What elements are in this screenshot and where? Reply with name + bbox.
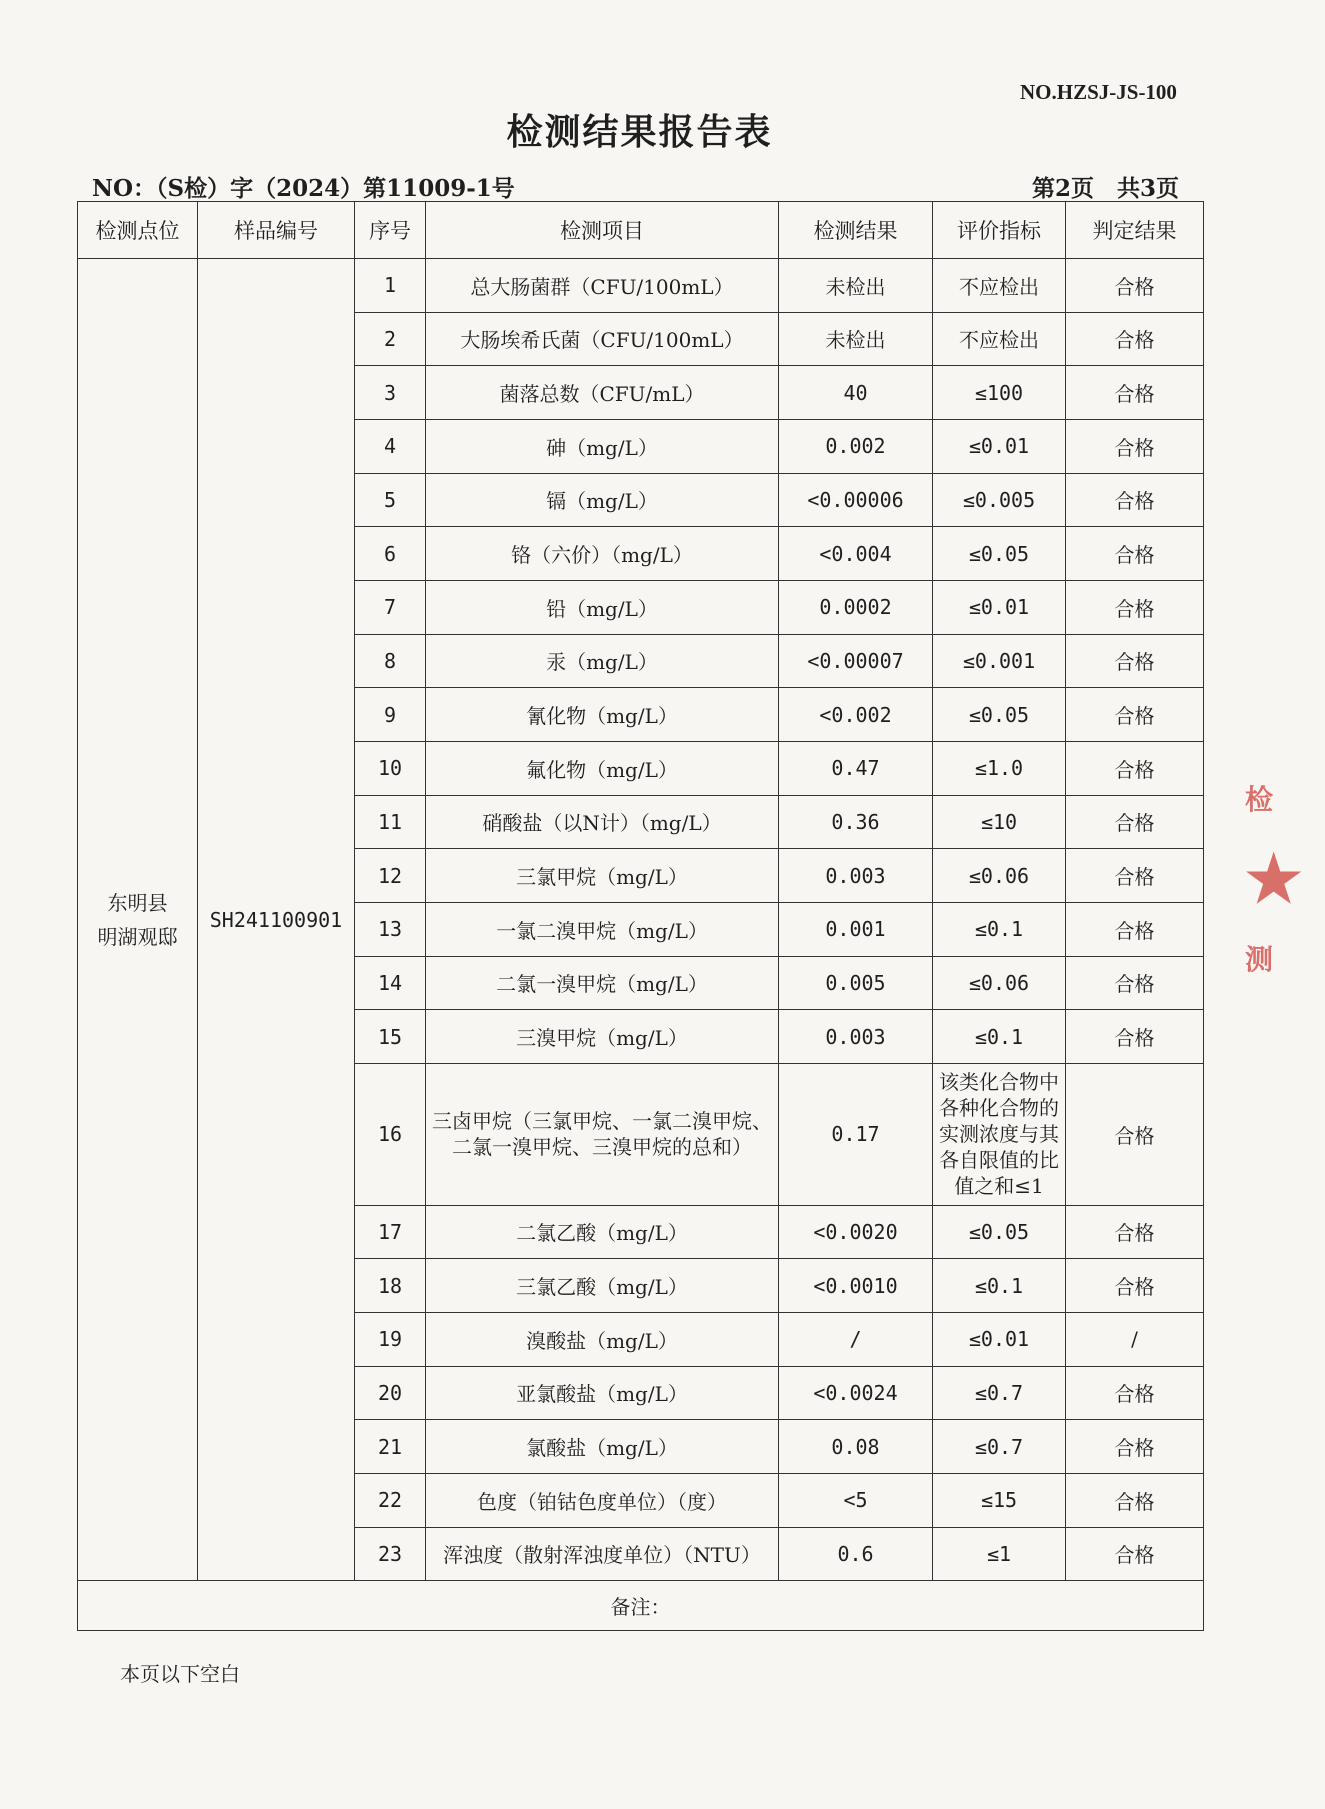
test-result: <0.002 [779, 688, 933, 742]
test-result: <0.0020 [779, 1205, 933, 1259]
verdict: 合格 [1066, 580, 1204, 634]
test-item: 三卤甲烷（三氯甲烷、一氯二溴甲烷、二氯一溴甲烷、三溴甲烷的总和） [426, 1063, 779, 1205]
standard-limit: ≤0.7 [933, 1366, 1066, 1420]
standard-limit: ≤0.1 [933, 1259, 1066, 1313]
verdict: 合格 [1066, 795, 1204, 849]
standard-limit: ≤0.1 [933, 902, 1066, 956]
standard-limit: ≤0.05 [933, 527, 1066, 581]
row-number: 1 [355, 259, 426, 313]
test-item: 三氯甲烷（mg/L） [426, 849, 779, 903]
row-number: 4 [355, 419, 426, 473]
test-item: 亚氯酸盐（mg/L） [426, 1366, 779, 1420]
report-number: NO：（S检）字（2024）第11009-1号 [92, 175, 515, 202]
row-number: 8 [355, 634, 426, 688]
verdict: 合格 [1066, 741, 1204, 795]
row-number: 3 [355, 366, 426, 420]
verdict: 合格 [1066, 1527, 1204, 1581]
standard-limit: ≤1 [933, 1527, 1066, 1581]
test-item: 铬（六价）（mg/L） [426, 527, 779, 581]
test-result: 0.003 [779, 1010, 933, 1064]
test-item: 氰化物（mg/L） [426, 688, 779, 742]
verdict: 合格 [1066, 1010, 1204, 1064]
row-number: 10 [355, 741, 426, 795]
standard-limit: ≤0.7 [933, 1420, 1066, 1474]
verdict: 合格 [1066, 366, 1204, 420]
verdict: 合格 [1066, 312, 1204, 366]
test-result: 0.47 [779, 741, 933, 795]
footer-note: 本页以下空白 [120, 1662, 240, 1686]
row-number: 14 [355, 956, 426, 1010]
test-item: 一氯二溴甲烷（mg/L） [426, 902, 779, 956]
standard-limit: ≤0.001 [933, 634, 1066, 688]
verdict: 合格 [1066, 688, 1204, 742]
verdict: 合格 [1066, 1205, 1204, 1259]
row-number: 13 [355, 902, 426, 956]
verdict: 合格 [1066, 956, 1204, 1010]
test-result: <0.00006 [779, 473, 933, 527]
standard-limit: ≤0.01 [933, 580, 1066, 634]
row-number: 9 [355, 688, 426, 742]
red-seal-stamp: 检 ★ 测 [1245, 783, 1303, 976]
test-item: 三溴甲烷（mg/L） [426, 1010, 779, 1064]
col-header-result: 检测结果 [779, 202, 933, 259]
standard-limit: 不应检出 [933, 259, 1066, 313]
test-item: 大肠埃希氏菌（CFU/100mL） [426, 312, 779, 366]
sample-id-cell: SH241100901 [198, 259, 355, 1581]
test-result: 0.6 [779, 1527, 933, 1581]
test-item: 镉（mg/L） [426, 473, 779, 527]
test-result: 40 [779, 366, 933, 420]
standard-limit: ≤0.06 [933, 849, 1066, 903]
row-number: 6 [355, 527, 426, 581]
page-title: 检测结果报告表 [506, 111, 773, 153]
row-number: 5 [355, 473, 426, 527]
verdict: 合格 [1066, 902, 1204, 956]
standard-limit: ≤0.05 [933, 1205, 1066, 1259]
col-header-standard: 评价指标 [933, 202, 1066, 259]
page-indicator: 第2页 共3页 [1031, 175, 1179, 202]
verdict: 合格 [1066, 1259, 1204, 1313]
verdict: 合格 [1066, 1473, 1204, 1527]
test-result: 未检出 [779, 312, 933, 366]
test-item: 二氯乙酸（mg/L） [426, 1205, 779, 1259]
test-item: 色度（铂钴色度单位）（度） [426, 1473, 779, 1527]
test-item: 三氯乙酸（mg/L） [426, 1259, 779, 1313]
test-result: 0.003 [779, 849, 933, 903]
row-number: 12 [355, 849, 426, 903]
standard-limit: ≤15 [933, 1473, 1066, 1527]
test-item: 硝酸盐（以N计）（mg/L） [426, 795, 779, 849]
row-number: 23 [355, 1527, 426, 1581]
test-item: 总大肠菌群（CFU/100mL） [426, 259, 779, 313]
test-result: 0.001 [779, 902, 933, 956]
row-number: 22 [355, 1473, 426, 1527]
row-number: 20 [355, 1366, 426, 1420]
test-item: 氯酸盐（mg/L） [426, 1420, 779, 1474]
row-number: 11 [355, 795, 426, 849]
standard-limit: ≤0.06 [933, 956, 1066, 1010]
row-number: 7 [355, 580, 426, 634]
verdict: / [1066, 1312, 1204, 1366]
col-header-verdict: 判定结果 [1066, 202, 1204, 259]
verdict: 合格 [1066, 1366, 1204, 1420]
verdict: 合格 [1066, 259, 1204, 313]
verdict: 合格 [1066, 473, 1204, 527]
standard-limit: ≤0.1 [933, 1010, 1066, 1064]
test-item: 氟化物（mg/L） [426, 741, 779, 795]
test-result: 0.005 [779, 956, 933, 1010]
verdict: 合格 [1066, 1063, 1204, 1205]
test-result: <0.004 [779, 527, 933, 581]
test-item: 浑浊度（散射浑浊度单位）（NTU） [426, 1527, 779, 1581]
test-item: 菌落总数（CFU/mL） [426, 366, 779, 420]
verdict: 合格 [1066, 849, 1204, 903]
test-result: <0.0010 [779, 1259, 933, 1313]
standard-limit: ≤100 [933, 366, 1066, 420]
standard-limit: ≤1.0 [933, 741, 1066, 795]
table-header-row [78, 202, 1204, 259]
row-number: 16 [355, 1063, 426, 1205]
col-header-no: 序号 [355, 202, 426, 259]
row-number: 18 [355, 1259, 426, 1313]
test-result: 0.08 [779, 1420, 933, 1474]
test-item: 汞（mg/L） [426, 634, 779, 688]
verdict: 合格 [1066, 527, 1204, 581]
remark-label: 备注： [78, 1581, 1204, 1631]
remark-row [78, 1581, 1204, 1631]
standard-limit: 不应检出 [933, 312, 1066, 366]
test-result: <0.00007 [779, 634, 933, 688]
standard-limit: ≤0.01 [933, 1312, 1066, 1366]
table-row [78, 259, 1204, 313]
site-cell: 东明县 明湖观邸 [78, 259, 198, 1581]
verdict: 合格 [1066, 1420, 1204, 1474]
row-number: 2 [355, 312, 426, 366]
form-number: NO.HZSJ-JS-100 [1020, 80, 1177, 104]
verdict: 合格 [1066, 419, 1204, 473]
test-item: 铅（mg/L） [426, 580, 779, 634]
standard-limit: ≤0.005 [933, 473, 1066, 527]
test-item: 二氯一溴甲烷（mg/L） [426, 956, 779, 1010]
test-result: <0.0024 [779, 1366, 933, 1420]
col-header-site: 检测点位 [78, 202, 198, 259]
results-table [77, 201, 1204, 1631]
test-item: 砷（mg/L） [426, 419, 779, 473]
table-body [78, 259, 1204, 1581]
test-result: <5 [779, 1473, 933, 1527]
standard-limit: 该类化合物中各种化合物的实测浓度与其各自限值的比值之和≤1 [933, 1063, 1066, 1205]
row-number: 15 [355, 1010, 426, 1064]
col-header-sample-id: 样品编号 [198, 202, 355, 259]
test-result: 0.36 [779, 795, 933, 849]
test-result: 0.17 [779, 1063, 933, 1205]
standard-limit: ≤10 [933, 795, 1066, 849]
test-result: 未检出 [779, 259, 933, 313]
test-result: / [779, 1312, 933, 1366]
row-number: 17 [355, 1205, 426, 1259]
col-header-item: 检测项目 [426, 202, 779, 259]
standard-limit: ≤0.05 [933, 688, 1066, 742]
test-result: 0.0002 [779, 580, 933, 634]
standard-limit: ≤0.01 [933, 419, 1066, 473]
test-item: 溴酸盐（mg/L） [426, 1312, 779, 1366]
test-result: 0.002 [779, 419, 933, 473]
row-number: 21 [355, 1420, 426, 1474]
verdict: 合格 [1066, 634, 1204, 688]
row-number: 19 [355, 1312, 426, 1366]
